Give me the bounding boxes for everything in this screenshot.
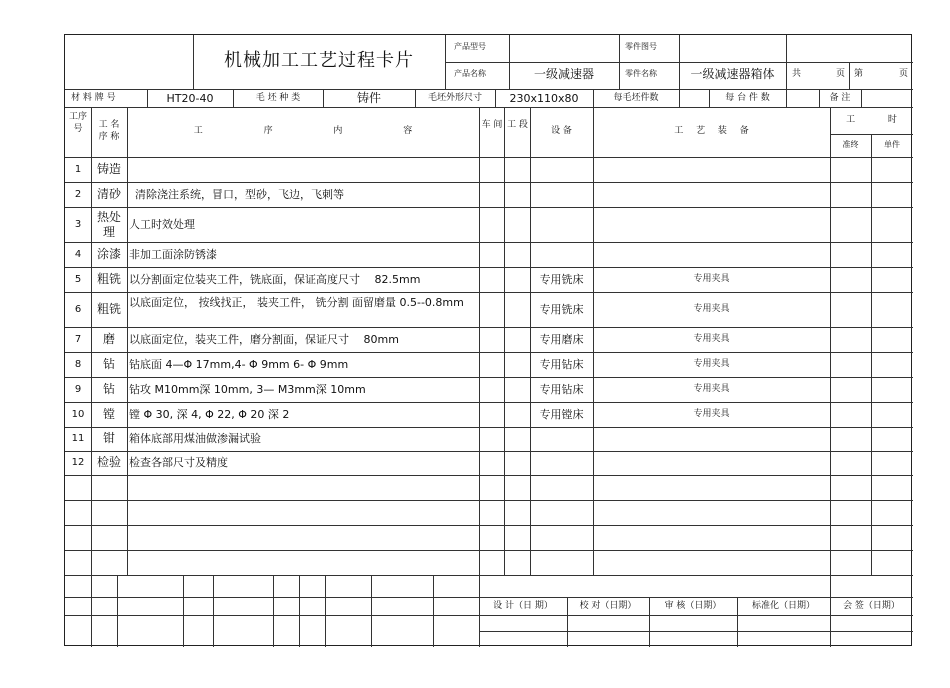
op-content: 钻底面 4—Φ 17mm,4- Φ 9mm 6- Φ 9mm	[129, 358, 349, 371]
rule	[371, 575, 372, 647]
blank-size-label: 毛坯外形尺寸	[427, 93, 482, 103]
rule	[65, 427, 913, 428]
rule	[65, 575, 913, 576]
pages-unit-label: 页	[836, 69, 846, 79]
op-name: 钳	[102, 431, 115, 445]
rule	[65, 242, 913, 243]
op-content: 非加工面涂防锈漆	[129, 248, 217, 261]
per-blank-label: 每毛坯件数	[613, 93, 659, 103]
op-name: 粗铣	[96, 302, 121, 316]
col-equipment: 设 备	[551, 126, 572, 136]
col-content: 工 序 内 容	[193, 126, 413, 136]
rule	[619, 35, 620, 89]
op-no: 4	[74, 249, 82, 260]
part-name-label: 零件名称	[625, 69, 657, 78]
design-date-label: 设 计（日 期）	[493, 601, 553, 611]
blank-size-value: 230x110x80	[509, 92, 579, 105]
rule	[65, 267, 913, 268]
op-equipment: 专用磨床	[539, 333, 584, 346]
op-name: 涂漆	[96, 247, 121, 261]
rule	[65, 597, 913, 598]
blank-type-value: 铸件	[356, 91, 381, 105]
op-tooling: 专用夹具	[693, 409, 730, 419]
op-tooling: 专用夹具	[693, 334, 730, 344]
rule	[65, 352, 913, 353]
process-card	[64, 34, 912, 646]
rule	[183, 575, 184, 647]
product-name-value: 一级减速器	[533, 67, 594, 81]
blank-type-label: 毛 坯 种 类	[255, 93, 301, 103]
material-label: 材 料 牌 号	[71, 93, 116, 103]
part-name-value: 一级减速器箱体	[690, 67, 775, 81]
op-tooling: 专用夹具	[693, 274, 730, 284]
op-name: 粗铣	[96, 272, 121, 286]
op-content: 清除浇注系统，冒口，型砂，飞边，飞刺等	[135, 188, 344, 201]
op-no: 10	[71, 409, 85, 420]
rule	[445, 35, 446, 89]
page-title: 机械加工工艺过程卡片	[224, 50, 414, 71]
op-no: 1	[74, 164, 82, 175]
op-name: 铸造	[96, 162, 121, 176]
op-no: 11	[71, 433, 85, 444]
op-name: 镗	[102, 407, 115, 421]
rule	[849, 62, 850, 89]
col-tooling: 工 艺 装 备	[674, 126, 749, 136]
rule	[509, 35, 510, 89]
rule	[65, 377, 913, 378]
sign-date-label: 会 签（日期）	[843, 601, 900, 611]
col-time: 工 时	[846, 115, 897, 125]
rule	[65, 475, 913, 476]
rule	[65, 107, 913, 108]
rule	[65, 157, 913, 158]
per-unit-label: 每 台 件 数	[725, 93, 770, 103]
rule	[786, 35, 787, 89]
op-equipment: 专用钻床	[539, 358, 584, 371]
total-pages-label: 共	[792, 69, 802, 79]
rule	[479, 107, 480, 647]
op-name: 磨	[102, 332, 115, 346]
op-name: 钻	[102, 382, 115, 396]
rule	[871, 134, 872, 575]
rule	[479, 631, 913, 632]
part-drawing-label: 零件图号	[625, 42, 657, 51]
op-content: 人工时效处理	[129, 218, 195, 231]
page-unit-label: 页	[899, 69, 909, 79]
rule	[65, 182, 913, 183]
rule	[679, 35, 680, 89]
op-equipment: 专用铣床	[539, 303, 584, 316]
col-op-name: 工 名 序 称	[98, 120, 120, 142]
rule	[65, 500, 913, 501]
rule	[117, 575, 118, 647]
op-no: 3	[74, 219, 82, 230]
rule	[65, 402, 913, 403]
rule	[65, 615, 913, 616]
op-equipment: 专用镗床	[539, 408, 584, 421]
op-content: 镗 Φ 30, 深 4, Φ 22, Φ 20 深 2	[129, 408, 290, 421]
col-workshop: 车 间	[481, 120, 503, 130]
review-date-label: 审 核（日期）	[664, 601, 722, 611]
op-name: 清砂	[96, 187, 121, 201]
check-date-label: 校 对（日期）	[579, 601, 637, 611]
op-tooling: 专用夹具	[693, 384, 730, 394]
col-unit-time: 单件	[884, 140, 900, 149]
material-value: HT20-40	[166, 92, 214, 105]
op-no: 9	[74, 384, 82, 395]
op-no: 12	[71, 457, 85, 468]
op-name: 钻	[102, 357, 115, 371]
page-nth-label: 第	[854, 69, 864, 79]
op-content: 检查各部尺寸及精度	[129, 456, 228, 469]
col-section: 工 段	[507, 120, 528, 130]
op-tooling: 专用夹具	[693, 359, 730, 369]
op-content: 以底面定位，装夹工件，磨分割面，保证尺寸 80mm	[129, 333, 399, 346]
op-content: 以底面定位， 按线找正， 装夹工件， 铣分割 面留磨量 0.5--0.8mm	[129, 296, 464, 309]
product-model-label: 产品型号	[454, 42, 486, 51]
rule	[65, 550, 913, 551]
rule	[325, 575, 326, 647]
op-tooling: 专用夹具	[693, 304, 730, 314]
op-equipment: 专用钻床	[539, 383, 584, 396]
op-no: 2	[74, 189, 82, 200]
rule	[65, 292, 913, 293]
rule	[786, 89, 787, 107]
rule	[65, 451, 913, 452]
rule	[299, 575, 300, 647]
op-content: 箱体底部用煤油做渗漏试验	[129, 432, 261, 445]
rule	[679, 89, 680, 107]
rule	[504, 107, 505, 575]
rule	[213, 575, 214, 647]
rule	[861, 89, 862, 107]
rule	[91, 575, 92, 647]
standard-date-label: 标准化（日期）	[751, 601, 815, 611]
rule	[65, 327, 913, 328]
col-seq-no: 工序号	[68, 112, 87, 134]
rule	[433, 575, 434, 647]
rule	[830, 107, 831, 647]
remark-label: 备 注	[829, 93, 851, 103]
rule	[127, 107, 128, 575]
op-no: 8	[74, 359, 82, 370]
op-no: 6	[74, 304, 82, 315]
rule	[273, 575, 274, 647]
op-content: 钻攻 M10mm深 10mm, 3— M3mm深 10mm	[129, 383, 366, 396]
product-name-label: 产品名称	[454, 69, 486, 78]
op-no: 7	[74, 334, 82, 345]
op-content: 以分割面定位装夹工件，铣底面，保证高度尺寸 82.5mm	[129, 273, 421, 286]
op-name: 热处理	[96, 210, 121, 239]
op-name: 检验	[96, 455, 121, 469]
rule	[65, 207, 913, 208]
op-no: 5	[74, 274, 82, 285]
col-prep-time: 准终	[842, 140, 859, 149]
rule	[65, 525, 913, 526]
op-equipment: 专用铣床	[539, 273, 584, 286]
